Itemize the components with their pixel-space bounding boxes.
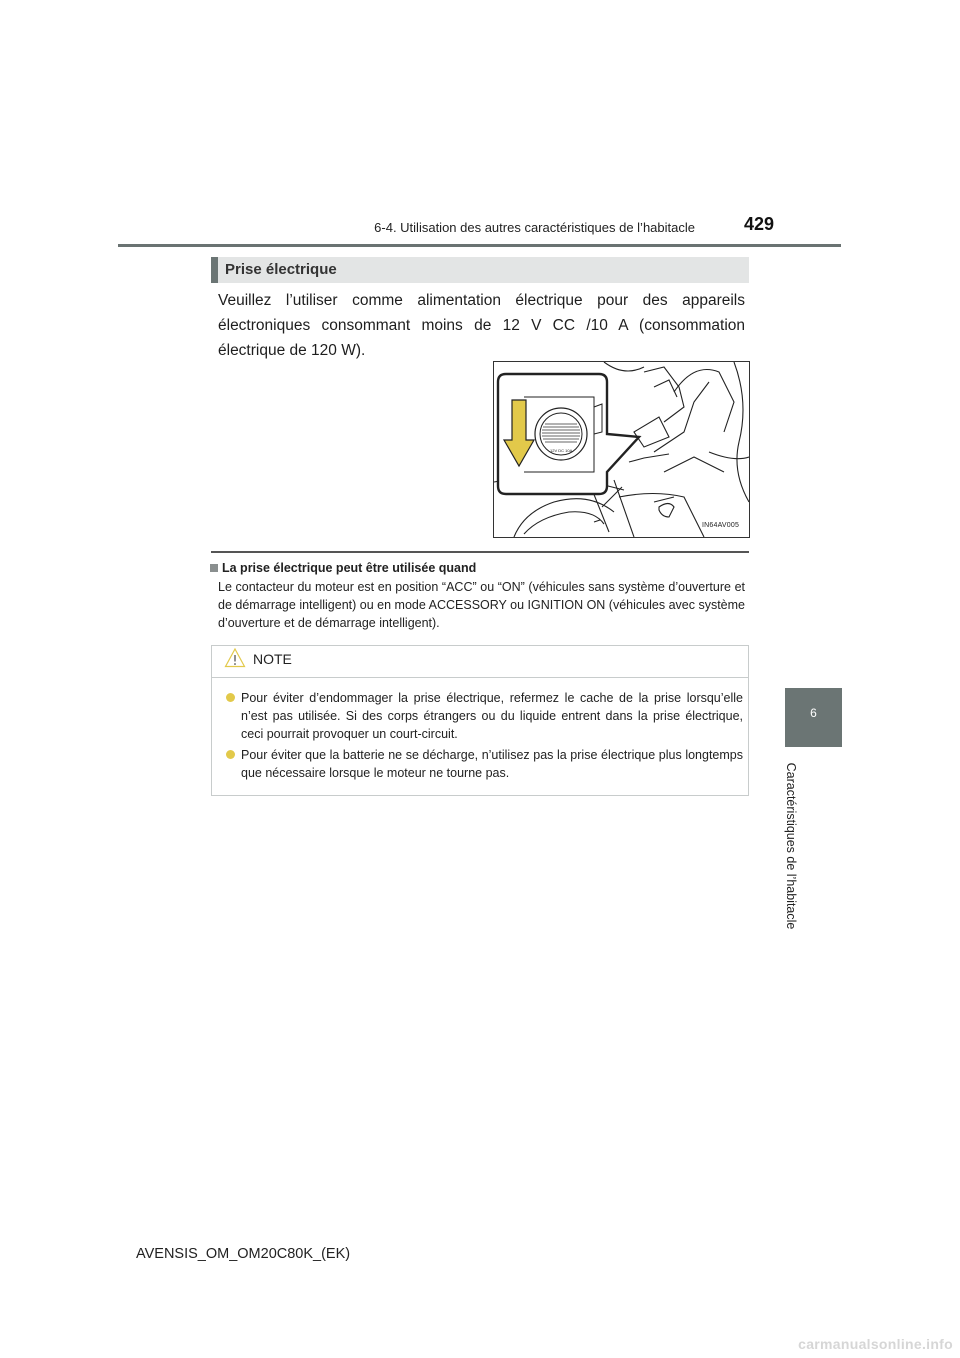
section-heading-text: Prise électrique — [225, 261, 337, 278]
subsection-heading — [210, 561, 476, 575]
chapter-number: 6 — [810, 706, 817, 720]
subsection-heading-text: La prise électrique peut être utilisée quand — [222, 561, 477, 575]
chapter-title: Caractéristiques de l’habitacle — [784, 762, 798, 930]
header-rule — [118, 244, 841, 247]
socket-label: 12V DC 10A — [550, 448, 573, 453]
warning-triangle-icon — [224, 647, 246, 669]
subsection-body: Le contacteur du moteur est en position “ACC” ou “ON” (véhicules sans système d’ouverture et de démarrage intelligent) ou en mode ACCESSORY ou IGNITION ON (véhicules avec système d’ouverture et de démarrage intelligent). — [218, 580, 745, 630]
bullet-icon — [226, 693, 235, 702]
footer-model-code: AVENSIS_OM_OM20C80K_(EK) — [136, 1246, 351, 1262]
page-number: 429 — [743, 214, 774, 234]
power-outlet-illustration — [493, 361, 750, 538]
separator-rule — [211, 551, 749, 553]
section-heading — [211, 257, 749, 283]
watermark: carmanualsonline.info — [798, 1336, 953, 1352]
note-item-text: Pour éviter d’endommager la prise électrique, refermez le cache de la prise lorsqu’elle n’est pas utilisée. Si des corps étrangers ou du liquide entrent dans la prise électrique, ceci pourrait provoquer un court-circuit. — [241, 691, 743, 741]
note-item-text: Pour éviter que la batterie ne se décharge, n’utilisez pas la prise électrique plus longtemps que nécessaire lorsque le moteur ne tourne pas. — [241, 748, 743, 780]
bullet-icon — [226, 750, 235, 759]
note-divider — [211, 677, 749, 678]
intro-paragraph: Veuillez l’utiliser comme alimentation électrique pour des appareils électroniques consommant moins de 12 V CC /10 A (consommation électrique de 120 W). — [218, 292, 745, 359]
figure-code: IN64AV005 — [702, 522, 740, 529]
square-bullet-icon — [210, 564, 218, 572]
note-item — [226, 746, 743, 782]
header-section-title: 6-4. Utilisation des autres caractéristiques de l’habitacle — [374, 220, 695, 235]
note-title: NOTE — [253, 651, 292, 667]
note-item — [226, 689, 743, 743]
section-heading-marker — [211, 257, 218, 283]
